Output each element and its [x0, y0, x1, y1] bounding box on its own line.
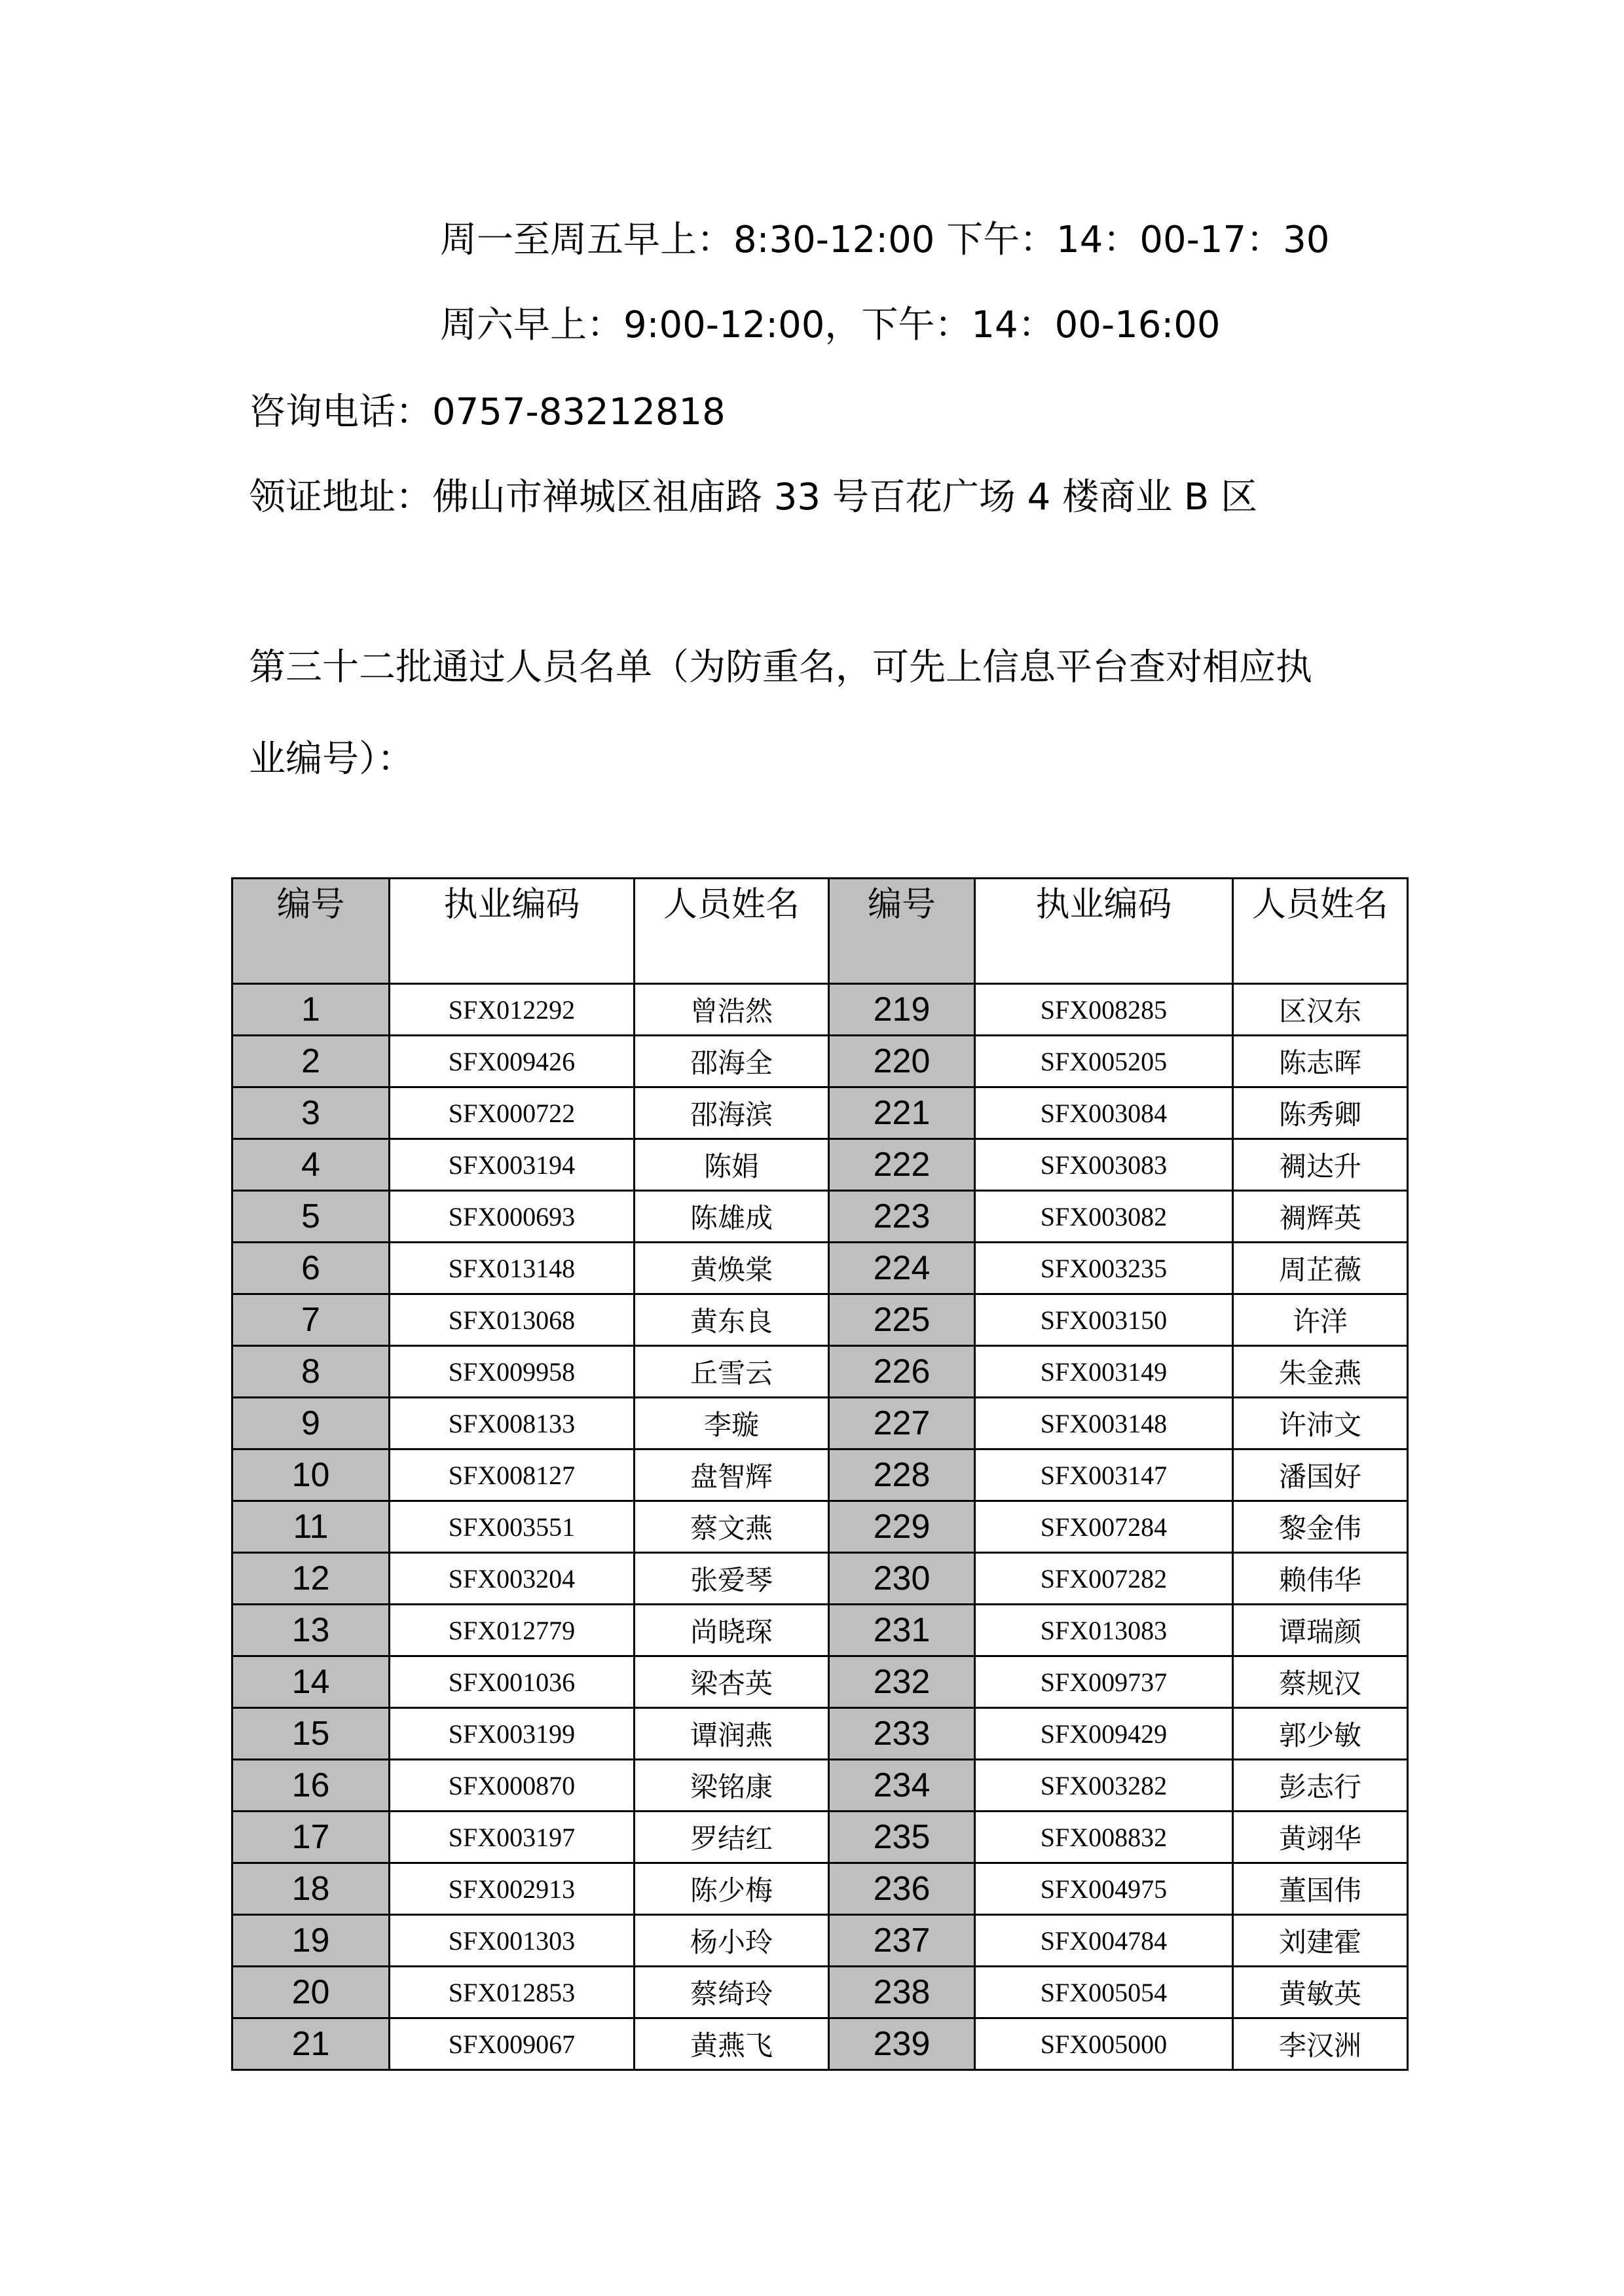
- person-name-left: 蔡文燕: [635, 1501, 829, 1553]
- row-number-left: 6: [232, 1243, 390, 1294]
- row-number-right: 238: [829, 1967, 975, 2018]
- person-name-left: 黄东良: [635, 1294, 829, 1346]
- person-name-right: 周芷薇: [1233, 1243, 1408, 1294]
- table-row: [232, 1501, 1408, 1553]
- person-name-right: 区汉东: [1233, 984, 1408, 1036]
- row-number-right: 234: [829, 1760, 975, 1812]
- row-number-right: 227: [829, 1398, 975, 1449]
- person-name-right: 彭志行: [1233, 1760, 1408, 1812]
- person-name-right: 谭瑞颜: [1233, 1605, 1408, 1656]
- row-number-left: 12: [232, 1553, 390, 1605]
- person-name-left: 陈娟: [635, 1139, 829, 1191]
- license-code-right: SFX003082: [975, 1191, 1233, 1243]
- person-name-left: 陈少梅: [635, 1863, 829, 1915]
- license-code-right: SFX004784: [975, 1915, 1233, 1967]
- person-name-right: 李汉洲: [1233, 2018, 1408, 2070]
- row-number-left: 8: [232, 1346, 390, 1398]
- person-name-right: 蔡规汉: [1233, 1656, 1408, 1708]
- table-row: [232, 1294, 1408, 1346]
- person-name-right: 陈志晖: [1233, 1036, 1408, 1087]
- table-row: [232, 1139, 1408, 1191]
- row-number-left: 18: [232, 1863, 390, 1915]
- license-code-right: SFX008832: [975, 1812, 1233, 1863]
- license-code-right: SFX009737: [975, 1656, 1233, 1708]
- license-code-left: SFX001303: [390, 1915, 635, 1967]
- row-number-right: 232: [829, 1656, 975, 1708]
- table-row: [232, 1967, 1408, 2018]
- row-number-left: 1: [232, 984, 390, 1036]
- table-row: [232, 1708, 1408, 1760]
- table-row: [232, 1398, 1408, 1449]
- license-code-right: SFX003084: [975, 1087, 1233, 1139]
- row-number-right: 236: [829, 1863, 975, 1915]
- row-number-left: 4: [232, 1139, 390, 1191]
- row-number-right: 223: [829, 1191, 975, 1243]
- person-name-right: 黄翊华: [1233, 1812, 1408, 1863]
- row-number-left: 9: [232, 1398, 390, 1449]
- table-row: [232, 1346, 1408, 1398]
- header-person-name-left: 人员姓名: [635, 879, 829, 984]
- person-name-right: 许洋: [1233, 1294, 1408, 1346]
- license-code-right: SFX003083: [975, 1139, 1233, 1191]
- row-number-right: 231: [829, 1605, 975, 1656]
- license-code-left: SFX003204: [390, 1553, 635, 1605]
- row-number-left: 21: [232, 2018, 390, 2070]
- row-number-left: 19: [232, 1915, 390, 1967]
- person-name-left: 谭润燕: [635, 1708, 829, 1760]
- person-name-left: 邵海滨: [635, 1087, 829, 1139]
- license-code-left: SFX012292: [390, 984, 635, 1036]
- row-number-right: 219: [829, 984, 975, 1036]
- office-hours-saturday: 周六早上：9:00-12:00，下午：14：00-16:00: [440, 304, 1221, 346]
- table-row: [232, 1760, 1408, 1812]
- person-name-left: 陈雄成: [635, 1191, 829, 1243]
- license-code-left: SFX000722: [390, 1087, 635, 1139]
- person-name-right: 赖伟华: [1233, 1553, 1408, 1605]
- person-name-left: 尚晓琛: [635, 1605, 829, 1656]
- header-number-left: 编号: [232, 879, 390, 984]
- row-number-right: 230: [829, 1553, 975, 1605]
- person-name-left: 罗结红: [635, 1812, 829, 1863]
- row-number-right: 225: [829, 1294, 975, 1346]
- person-name-right: 黎金伟: [1233, 1501, 1408, 1553]
- contact-phone: 咨询电话：0757-83212818: [249, 391, 726, 433]
- row-number-left: 13: [232, 1605, 390, 1656]
- row-number-left: 17: [232, 1812, 390, 1863]
- row-number-right: 220: [829, 1036, 975, 1087]
- license-code-right: SFX003149: [975, 1346, 1233, 1398]
- table-row: [232, 1812, 1408, 1863]
- header-person-name-right: 人员姓名: [1233, 879, 1408, 984]
- row-number-left: 20: [232, 1967, 390, 2018]
- table-row: [232, 1449, 1408, 1501]
- table-row: [232, 1087, 1408, 1139]
- person-name-left: 黄燕飞: [635, 2018, 829, 2070]
- license-code-left: SFX000693: [390, 1191, 635, 1243]
- header-license-code-right: 执业编码: [975, 879, 1233, 984]
- list-intro-line-1: 第三十二批通过人员名单（为防重名，可先上信息平台查对相应执: [249, 646, 1312, 689]
- person-name-right: 裯辉英: [1233, 1191, 1408, 1243]
- person-name-left: 杨小玲: [635, 1915, 829, 1967]
- person-name-right: 郭少敏: [1233, 1708, 1408, 1760]
- license-code-left: SFX012853: [390, 1967, 635, 2018]
- license-code-left: SFX003199: [390, 1708, 635, 1760]
- license-code-left: SFX013068: [390, 1294, 635, 1346]
- license-code-left: SFX008133: [390, 1398, 635, 1449]
- license-code-right: SFX007284: [975, 1501, 1233, 1553]
- person-name-left: 黄焕棠: [635, 1243, 829, 1294]
- person-name-right: 黄敏英: [1233, 1967, 1408, 2018]
- row-number-left: 15: [232, 1708, 390, 1760]
- license-code-left: SFX001036: [390, 1656, 635, 1708]
- passed-personnel-table: [231, 877, 1409, 2071]
- license-code-left: SFX003197: [390, 1812, 635, 1863]
- person-name-left: 盘智辉: [635, 1449, 829, 1501]
- table-row: [232, 2018, 1408, 2070]
- license-code-right: SFX008285: [975, 984, 1233, 1036]
- row-number-left: 11: [232, 1501, 390, 1553]
- row-number-left: 7: [232, 1294, 390, 1346]
- license-code-right: SFX005205: [975, 1036, 1233, 1087]
- license-code-right: SFX007282: [975, 1553, 1233, 1605]
- person-name-right: 陈秀卿: [1233, 1087, 1408, 1139]
- person-name-left: 邵海全: [635, 1036, 829, 1087]
- person-name-left: 梁杏英: [635, 1656, 829, 1708]
- table-header-row: [232, 879, 1408, 984]
- row-number-right: 226: [829, 1346, 975, 1398]
- license-code-right: SFX005000: [975, 2018, 1233, 2070]
- table-row: [232, 984, 1408, 1036]
- header-number-right: 编号: [829, 879, 975, 984]
- person-name-right: 董国伟: [1233, 1863, 1408, 1915]
- license-code-right: SFX013083: [975, 1605, 1233, 1656]
- license-code-left: SFX012779: [390, 1605, 635, 1656]
- license-code-left: SFX000870: [390, 1760, 635, 1812]
- license-code-left: SFX009067: [390, 2018, 635, 2070]
- row-number-right: 221: [829, 1087, 975, 1139]
- table-row: [232, 1915, 1408, 1967]
- license-code-right: SFX003148: [975, 1398, 1233, 1449]
- license-code-right: SFX003282: [975, 1760, 1233, 1812]
- table-row: [232, 1243, 1408, 1294]
- row-number-right: 239: [829, 2018, 975, 2070]
- license-code-right: SFX003147: [975, 1449, 1233, 1501]
- license-code-left: SFX008127: [390, 1449, 635, 1501]
- list-intro-line-2: 业编号）：: [249, 738, 414, 780]
- license-code-right: SFX003150: [975, 1294, 1233, 1346]
- row-number-left: 2: [232, 1036, 390, 1087]
- row-number-right: 224: [829, 1243, 975, 1294]
- row-number-right: 228: [829, 1449, 975, 1501]
- license-code-left: SFX009958: [390, 1346, 635, 1398]
- license-code-left: SFX003551: [390, 1501, 635, 1553]
- license-code-right: SFX005054: [975, 1967, 1233, 2018]
- license-code-left: SFX002913: [390, 1863, 635, 1915]
- license-code-left: SFX009426: [390, 1036, 635, 1087]
- license-code-left: SFX013148: [390, 1243, 635, 1294]
- row-number-left: 3: [232, 1087, 390, 1139]
- person-name-right: 许沛文: [1233, 1398, 1408, 1449]
- row-number-left: 14: [232, 1656, 390, 1708]
- table-row: [232, 1605, 1408, 1656]
- row-number-left: 5: [232, 1191, 390, 1243]
- person-name-left: 丘雪云: [635, 1346, 829, 1398]
- table-row: [232, 1191, 1408, 1243]
- person-name-left: 张爱琴: [635, 1553, 829, 1605]
- person-name-right: 朱金燕: [1233, 1346, 1408, 1398]
- table-row: [232, 1553, 1408, 1605]
- office-hours-weekday: 周一至周五早上：8:30-12:00 下午：14：00-17：30: [440, 219, 1330, 261]
- row-number-right: 229: [829, 1501, 975, 1553]
- row-number-right: 235: [829, 1812, 975, 1863]
- pickup-address: 领证地址：佛山市禅城区祖庙路 33 号百花广场 4 楼商业 B 区: [249, 476, 1258, 519]
- person-name-right: 裯达升: [1233, 1139, 1408, 1191]
- table-row: [232, 1656, 1408, 1708]
- row-number-right: 237: [829, 1915, 975, 1967]
- license-code-right: SFX003235: [975, 1243, 1233, 1294]
- row-number-right: 233: [829, 1708, 975, 1760]
- row-number-right: 222: [829, 1139, 975, 1191]
- license-code-right: SFX009429: [975, 1708, 1233, 1760]
- person-name-left: 蔡绮玲: [635, 1967, 829, 2018]
- table-row: [232, 1036, 1408, 1087]
- person-name-left: 曾浩然: [635, 984, 829, 1036]
- header-license-code-left: 执业编码: [390, 879, 635, 984]
- license-code-right: SFX004975: [975, 1863, 1233, 1915]
- person-name-left: 梁铭康: [635, 1760, 829, 1812]
- row-number-left: 16: [232, 1760, 390, 1812]
- person-name-right: 潘国好: [1233, 1449, 1408, 1501]
- row-number-left: 10: [232, 1449, 390, 1501]
- license-code-left: SFX003194: [390, 1139, 635, 1191]
- table-row: [232, 1863, 1408, 1915]
- person-name-left: 李璇: [635, 1398, 829, 1449]
- person-name-right: 刘建霍: [1233, 1915, 1408, 1967]
